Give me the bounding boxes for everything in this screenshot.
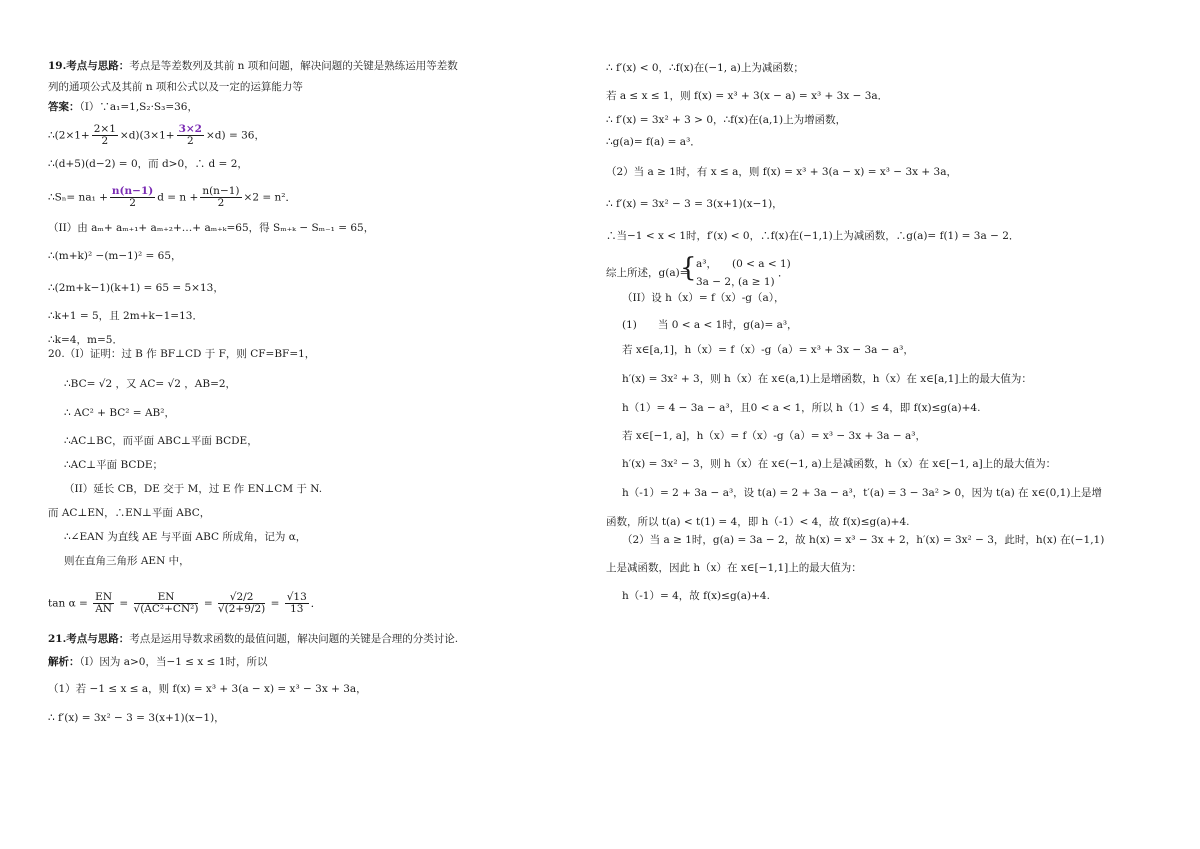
right-line-16: h（-1）= 2 + 3a − a³，设 t(a) = 2 + 3a − a³，t′(a) = 3 − 3a² > 0，因为 t(a) 在 x∈(0,1)上是增 <box>622 487 1102 499</box>
case-1-cond: (0 < a < 1) <box>732 258 791 270</box>
q21-heading: 21.考点与思路：考点是运用导数求函数的最值问题，解决问题的关键是合理的分类讨论. <box>48 633 459 645</box>
summary-end: ． <box>778 267 789 279</box>
q20-heading: 20.（I）证明：过 B 作 BF⊥CD 于 F，则 CF=BF=1， <box>48 348 316 360</box>
q20-line-3: ∴AC⊥BC，而平面 ABC⊥平面 BCDE， <box>64 435 258 447</box>
case-2-cond: (a ≥ 1) <box>738 276 775 288</box>
q19-line-8: ∴k=4，m=5． <box>48 334 123 346</box>
right-line-14: 若 x∈[−1, a]，h（x）= f（x）-g（a）= x³ − 3x + 3a − a³， <box>622 430 926 442</box>
q19-line-3: ∴Sₙ= na₁ + $\frac{n(n-1)}{2}$ d = n + $\frac{n(n-1)}{2}$ ×2 = n²． <box>48 185 296 209</box>
q20-line-7: ∴∠EAN 为直线 AE 与平面 ABC 所成角，记为 α， <box>64 531 307 543</box>
case-2-expr: 3a − 2， <box>696 276 742 288</box>
right-line-19: 上是减函数，因此 h（x）在 x∈[−1,1]上的最大值为： <box>606 562 862 574</box>
right-line-20: h（-1）= 4，故 f(x)≤g(a)+4. <box>622 590 770 602</box>
q21-analysis: 解析：（I）因为 a>0，当−1 ≤ x ≤ 1时，所以 <box>48 656 268 668</box>
right-line-13: h（1）= 4 − 3a − a³，且0 < a < 1，所以 h（1）≤ 4，即 f(x)≤g(a)+4. <box>622 402 981 414</box>
q21-line-1: （1）若 −1 ≤ x ≤ a，则 f(x) = x³ + 3(a − x) = x³ − 3x + 3a， <box>48 683 367 695</box>
q20-line-8: 则在直角三角形 AEN 中， <box>64 555 190 567</box>
q20-line-6: 而 AC⊥EN，∴EN⊥平面 ABC， <box>48 507 211 519</box>
q21-line-2: ∴ f′(x) = 3x² − 3 = 3(x+1)(x−1)， <box>48 712 225 724</box>
q20-line-4: ∴AC⊥平面 BCDE； <box>64 459 164 471</box>
q19-answer: 答案：（I）∵a₁=1,S₂·S₃=36， <box>48 101 198 113</box>
right-line-4: ∴g(a)= f(a) = a³． <box>606 136 701 148</box>
q19-line-4: （II）由 aₘ+ aₘ₊₁+ aₘ₊₂+…+ aₘ₊ₖ=65，得 Sₘ₊ₖ − Sₘ₋₁ = 65， <box>48 222 375 234</box>
right-line-17: 函数，所以 t(a) < t(1) = 4，即 h（-1）< 4，故 f(x)≤g(a)+4. <box>606 516 910 528</box>
q20-line-2: ∴ AC² + BC² = AB²， <box>64 407 175 419</box>
right-line-1: ∴ f′(x) < 0，∴f(x)在(−1, a)上为减函数； <box>606 62 804 74</box>
right-line-15: h′(x) = 3x² − 3，则 h（x）在 x∈(−1, a)上是减函数，h（x）在 x∈[−1, a]上的最大值为： <box>622 458 1057 470</box>
right-line-2: 若 a ≤ x ≤ 1，则 f(x) = x³ + 3(x − a) = x³ + 3x − 3a． <box>606 90 889 102</box>
right-line-11: 若 x∈[a,1]，h（x）= f（x）-g（a）= x³ + 3x − 3a − a³， <box>622 344 914 356</box>
right-line-7: ∴当−1 < x < 1时，f′(x) < 0，∴f(x)在(−1,1)上为减函数，∴g(a)= f(1) = 3a − 2． <box>606 230 1020 242</box>
q20-line-1: ∴BC= √2 ，又 AC= √2 ，AB=2， <box>64 378 237 390</box>
q19-line-7: ∴k+1 = 5，且 2m+k−1=13． <box>48 310 203 322</box>
q19-line-2: ∴(d+5)(d−2) = 0，而 d>0，∴ d = 2， <box>48 158 248 170</box>
q19-heading: 19.考点与思路：考点是等差数列及其前 n 项和问题，解决问题的关键是熟练运用等差数 <box>48 60 458 72</box>
q20-tan-equation: tan α = $\frac{EN}{AN}$ = $\frac{EN}{\text{√(AC²+CN²)}}$ = $\frac{√2/2}{√(2+9/2)}$ = $\frac{√13}{13}$ ． <box>48 591 322 615</box>
q19-line-5: ∴(m+k)² −(m−1)² = 65， <box>48 250 182 262</box>
case-1-expr: a³， <box>696 258 717 270</box>
right-line-5: （2）当 a ≥ 1时，有 x ≤ a，则 f(x) = x³ + 3(a − x) = x³ − 3x + 3a， <box>606 166 957 178</box>
right-line-6: ∴ f′(x) = 3x² − 3 = 3(x+1)(x−1)， <box>606 198 783 210</box>
q19-line-1: ∴(2×1+ $\frac{2\times 1}{2}$ ×d)(3×1+ $\frac{3\times 2}{2}$ ×d) = 36， <box>48 123 265 147</box>
summary-label: 综上所述，g(a)= <box>606 267 689 279</box>
q19-line-6: ∴(2m+k−1)(k+1) = 65 = 5×13， <box>48 282 224 294</box>
q20-line-5: （II）延长 CB，DE 交于 M，过 E 作 EN⊥CM 于 N. <box>64 483 323 495</box>
right-line-3: ∴ f′(x) = 3x² + 3 > 0，∴f(x)在(a,1)上为增函数， <box>606 114 847 126</box>
piecewise-brace: { <box>680 253 697 283</box>
right-line-10: (1) 当 0 < a < 1时，g(a)= a³， <box>622 319 798 331</box>
q19-heading-cont: 列的通项公式及其前 n 项和公式以及一定的运算能力等 <box>48 81 303 93</box>
right-line-18: （2）当 a ≥ 1时，g(a) = 3a − 2，故 h(x) = x³ − 3x + 2，h′(x) = 3x² − 3，此时，h(x) 在(−1,1) <box>622 534 1105 546</box>
right-line-12: h′(x) = 3x² + 3，则 h（x）在 x∈(a,1)上是增函数，h（x）在 x∈[a,1]上的最大值为： <box>622 373 1032 385</box>
right-line-9: （II）设 h（x）= f（x）-g（a）， <box>622 292 785 304</box>
